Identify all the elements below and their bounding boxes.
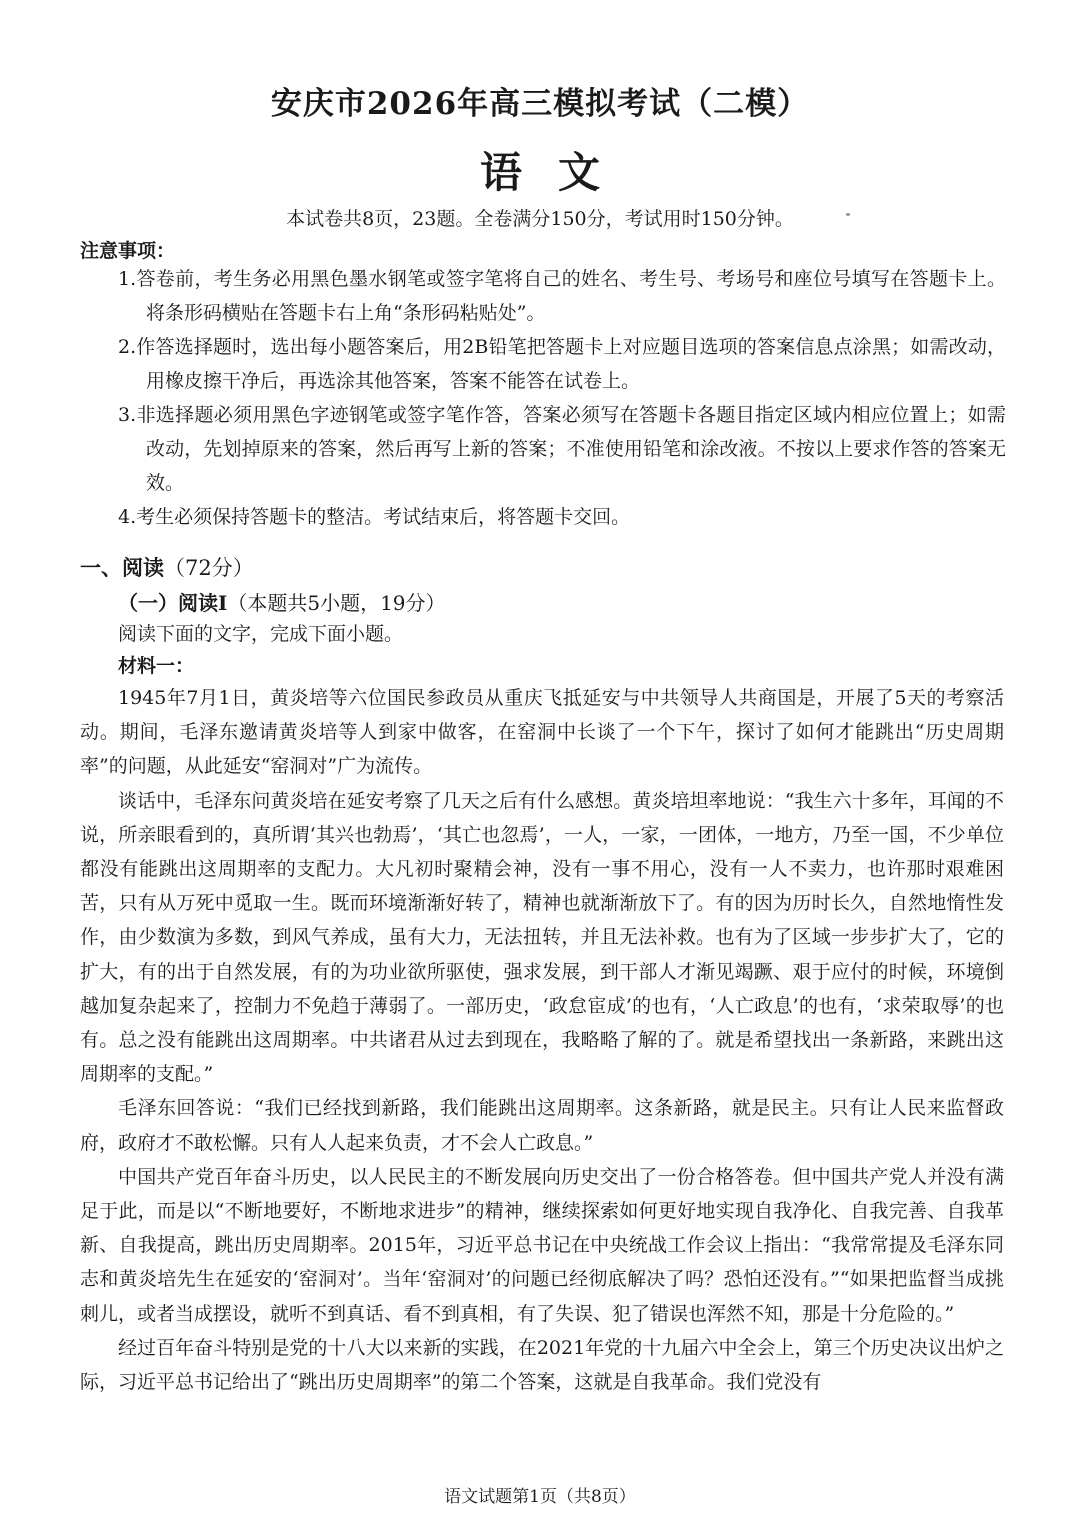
material-label: 材料一：	[118, 655, 195, 677]
section-heading	[80, 552, 254, 582]
passage-paragraph-4: 中国共产党百年奋斗历史，以人民民主的不断发展向历史交出了一份合格答卷。但中国共产党人并没有满足于此，而是以“不断地要好，不断地求进步”的精神，继续探索如何更好地实现自我净化、自我完善、自我革新、自我提高，跳出历史周期率。2015年，习近平总书记在中央统战工作会议上指出：“我常常提及毛泽东同志和黄炎培先生在延安的‘窑洞对’。当年‘窑洞对’的问题已经彻底解决了吗？恐怕还没有。”“如果把监督当成挑刺儿，或者当成摆设，就听不到真话、看不到真相，有了失误、犯了错误也浑然不知，那是十分危险的。”	[80, 1165, 1004, 1325]
passage-paragraph-1: 1945年7月1日，黄炎培等六位国民参政员从重庆飞抵延安与中共领导人共商国是，开展了5天的考察活动。期间，毛泽东邀请黄炎培等人到家中做客，在窑洞中长谈了一个下午，探讨了如何才能跳出“历史周期率”的问题，从此延安“窑洞对”广为流传。	[80, 687, 1004, 778]
exam-info: 本试卷共8页，23题。全卷满分150分，考试用时150分钟。	[286, 208, 794, 230]
exam-title: 安庆市2026年高三模拟考试（二模）	[270, 86, 810, 122]
subject-title: 语文	[479, 148, 636, 197]
subsection-title: （一）阅读Ⅰ	[118, 591, 228, 615]
passage-paragraph-2: 谈话中，毛泽东问黄炎培在延安考察了几天之后有什么感想。黄炎培坦率地说：“我生六十多年，耳闻的不说，所亲眼看到的，真所谓‘其兴也勃焉’，‘其亡也忽焉’，一人，一家，一团体，一地方，乃至一国，不少单位都没有能跳出这周期率的支配力。大凡初时聚精会神，没有一事不用心，没有一人不卖力，也许那时艰难困苦，只有从万死中觅取一生。既而环境渐渐好转了，精神也就渐渐放下了。有的因为历时长久，自然地惰性发作，由少数演为多数，到风气养成，虽有大力，无法扭转，并且无法补救。也有为了区域一步步扩大了，它的扩大，有的出于自然发展，有的为功业欲所驱使，强求发展，到干部人才渐见竭蹶、艰于应付的时候，环境倒越加复杂起来了，控制力不免趋于薄弱了。一部历史，‘政怠宦成’的也有，‘人亡政息’的也有，‘求荣取辱’的也有。总之没有能跳出这周期率。中共诸君从过去到现在，我略略了解的了。就是希望找出一条新路，来跳出这周期率的支配。”	[80, 789, 1004, 1086]
reading-instruction: 阅读下面的文字，完成下面小题。	[118, 623, 404, 645]
subsection-info: （本题共5小题，19分）	[227, 591, 446, 615]
scan-speck	[846, 213, 850, 216]
passage-paragraph-5: 经过百年奋斗特别是党的十八大以来新的实践，在2021年党的十九届六中全会上，第三个历史决议出炉之际，习近平总书记给出了“跳出历史周期率”的第二个答案，这就是自我革命。我们党没有	[80, 1336, 1004, 1394]
notice-item-3: 3.非选择题必须用黑色字迹钢笔或签字笔作答，答案必须写在答题卡各题目指定区域内相应位置上；如需改动，先划掉原来的答案，然后再写上新的答案；不准使用铅笔和涂改液。不按以上要求作答的答案无效。	[118, 404, 1006, 494]
section-score: （72分）	[164, 556, 254, 580]
notice-item-1: 1.答卷前，考生务必用黑色墨水钢笔或签字笔将自己的姓名、考生号、考场号和座位号填写在答题卡上。将条形码横贴在答题卡右上角“条形码粘贴处”。	[118, 268, 1006, 324]
notice-item-4: 4.考生必须保持答题卡的整洁。考试结束后，将答题卡交回。	[118, 506, 631, 528]
section-title: 一、阅读	[80, 555, 164, 580]
page-footer: 语文试题第1页（共8页）	[444, 1487, 636, 1507]
passage-paragraph-3: 毛泽东回答说：“我们已经找到新路，我们能跳出这周期率。这条新路，就是民主。只有让人民来监督政府，政府才不敢松懈。只有人人起来负责，才不会人亡政息。”	[80, 1097, 1004, 1154]
notice-list	[118, 262, 1006, 534]
notice-item-2: 2.作答选择题时，选出每小题答案后，用2B铅笔把答题卡上对应题目选项的答案信息点涂黑；如需改动，用橡皮擦干净后，再选涂其他答案，答案不能答在试卷上。	[118, 336, 1006, 392]
reading-passage	[80, 681, 1004, 1399]
notice-heading: 注意事项：	[80, 240, 176, 262]
subsection-heading	[118, 587, 446, 616]
